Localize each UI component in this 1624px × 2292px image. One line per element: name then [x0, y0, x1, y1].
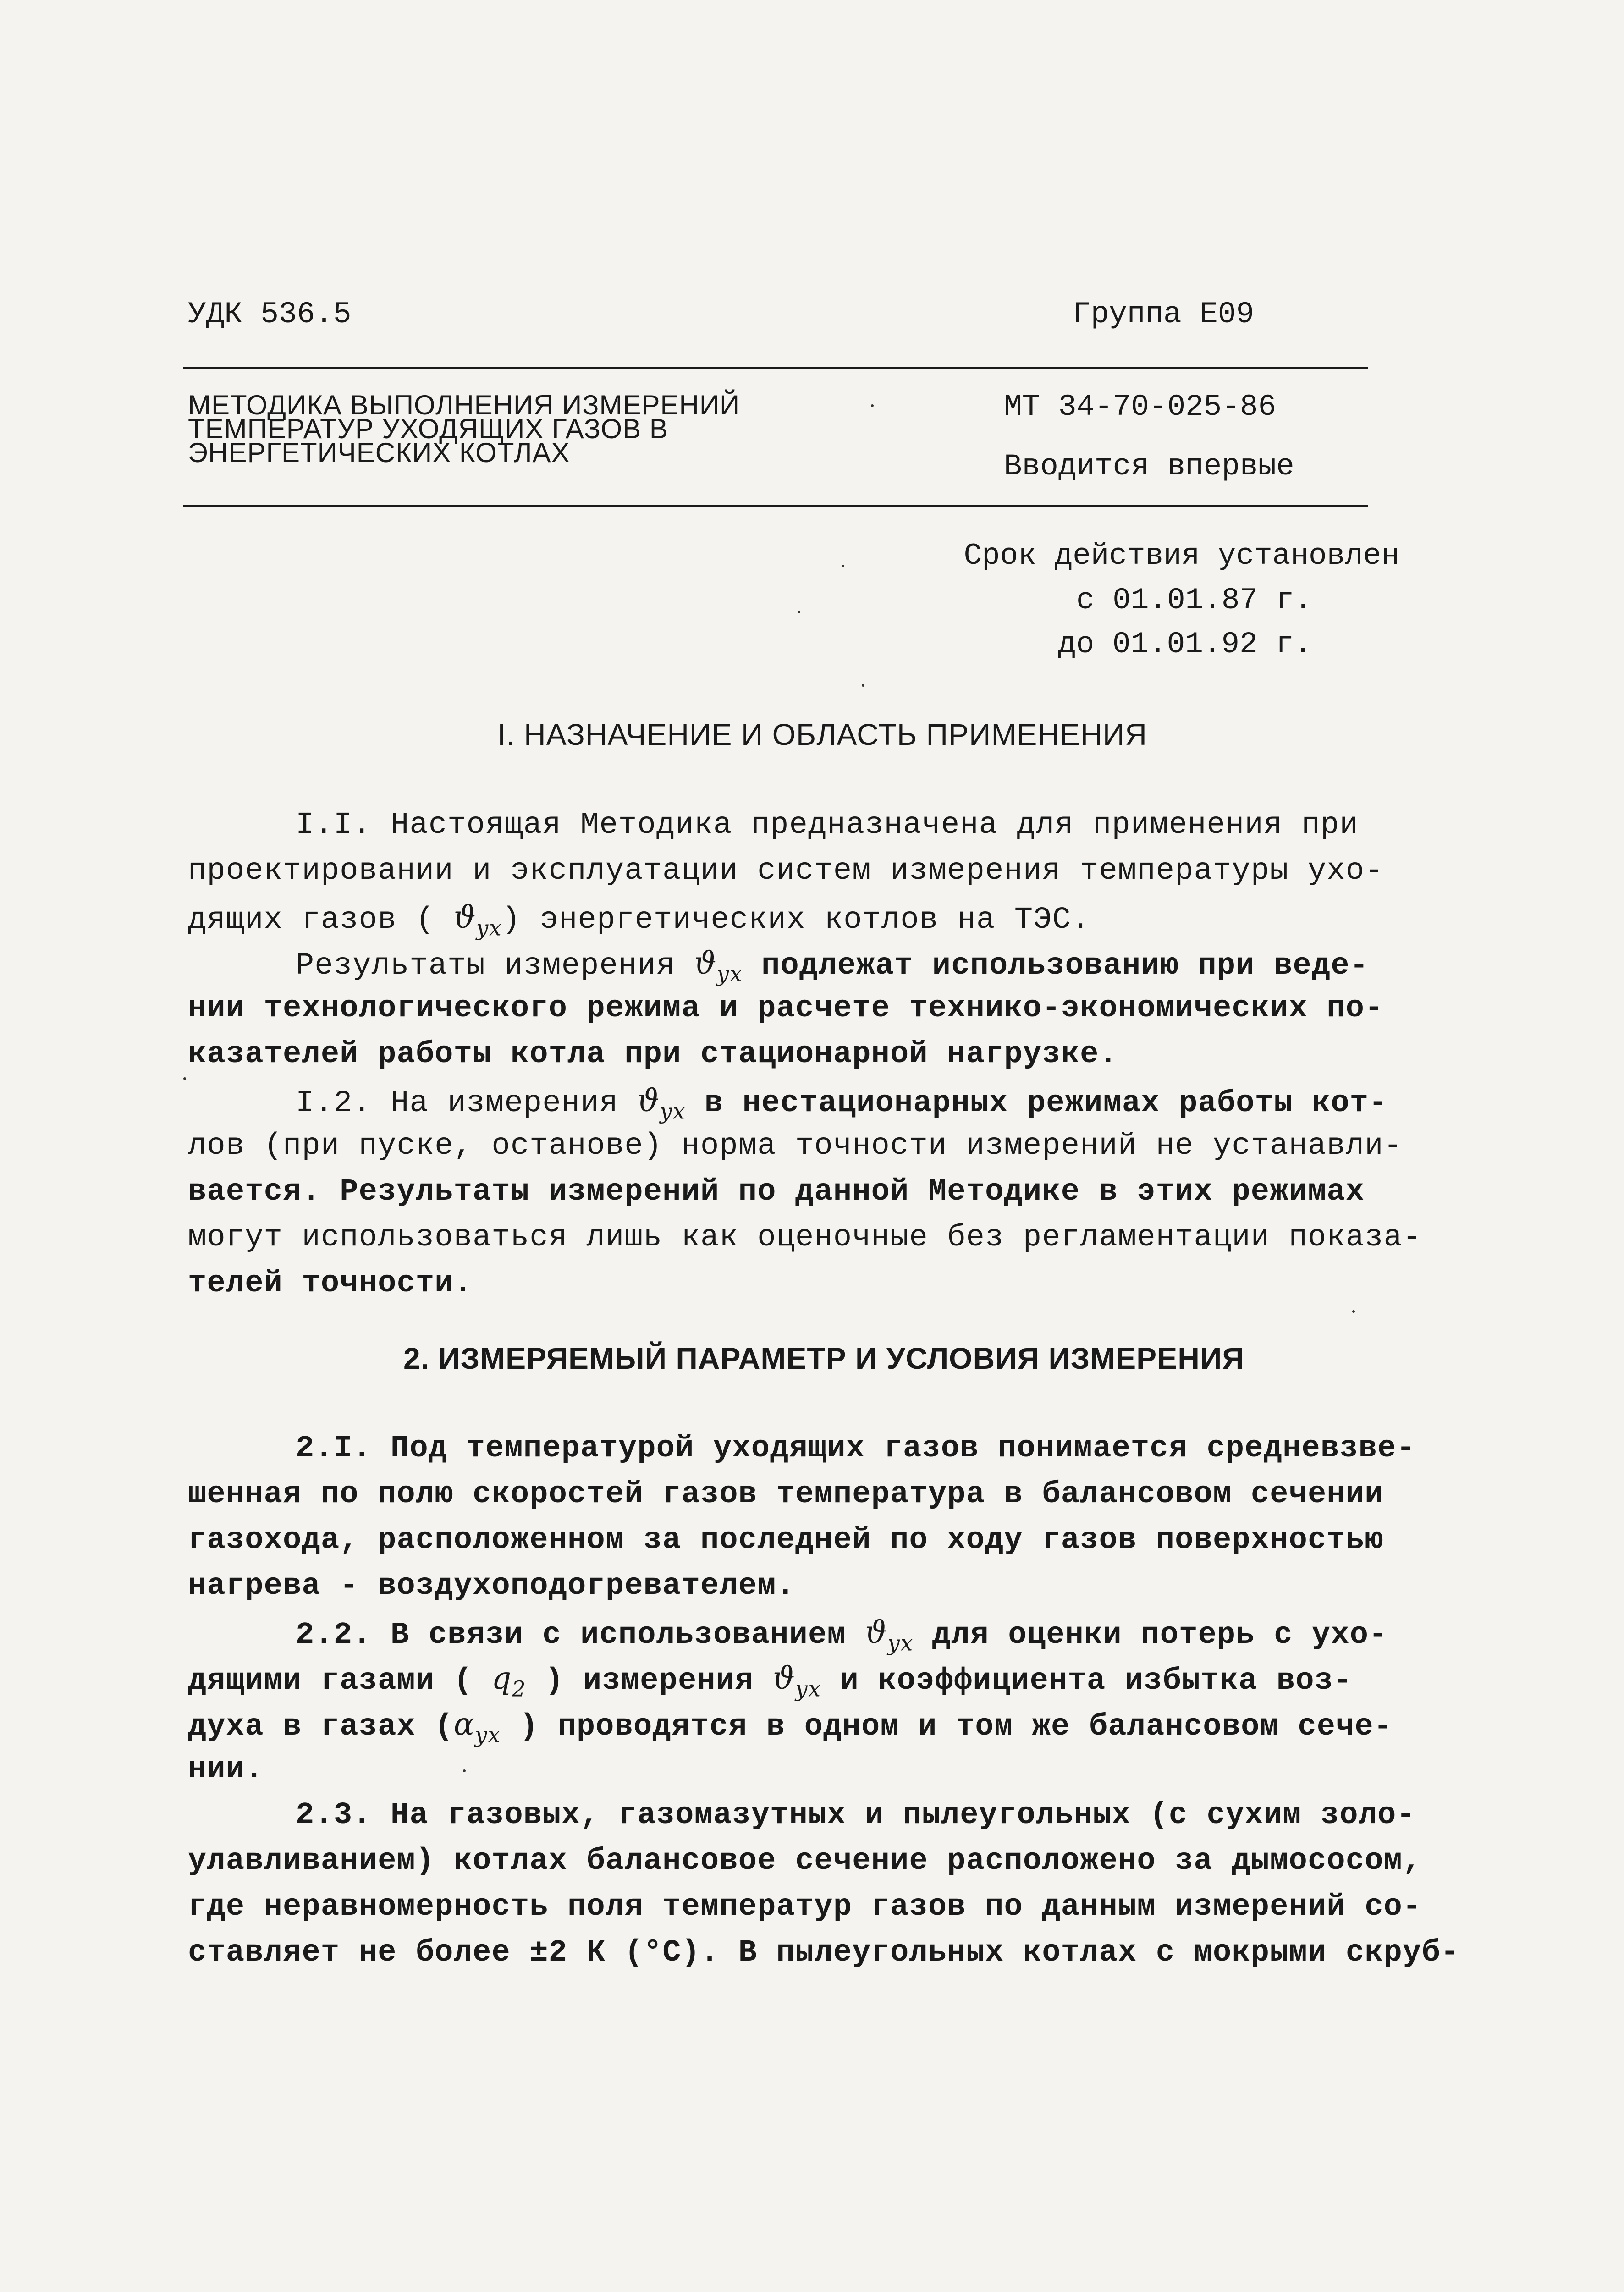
theta-yx-symbol	[453, 899, 502, 941]
scan-speck	[463, 1769, 466, 1772]
alpha-glyph: α	[453, 1706, 475, 1742]
title-line: МЕТОДИКА ВЫПОЛНЕНИЯ ИЗМЕРЕНИЙ	[188, 390, 740, 420]
p1-2-line2: лов (при пуске, останове) норма точности измерений не устанавли-	[188, 1129, 1403, 1163]
yx-subscript: ух	[476, 915, 502, 941]
document-status: Вводится впервые	[1004, 449, 1294, 484]
title-line: ЭНЕРГЕТИЧЕСКИХ КОТЛАХ	[188, 437, 570, 468]
validity-to: до 01.01.92 г.	[1058, 627, 1312, 661]
scan-speck	[1352, 1310, 1355, 1313]
p2-2-line1	[296, 1614, 1388, 1656]
text-fragment: Результаты измерения	[296, 948, 676, 983]
section-2-heading: 2. ИЗМЕРЯЕМЫЙ ПАРАМЕТР И УСЛОВИЯ ИЗМЕРЕНИЯ	[403, 1341, 1244, 1375]
text-fragment: ) измерения	[545, 1664, 754, 1698]
p2-3-line3: где неравномерность поля температур газов по данным измерений со-	[188, 1890, 1422, 1924]
p1-1b-line2: нии технологического режима и расчете технико-экономических по-	[188, 991, 1384, 1026]
p1-1b-line1	[296, 945, 1369, 986]
p2-2-line3	[188, 1706, 1393, 1747]
p2-1-line4: нагрева - воздухоподогревателем.	[188, 1569, 796, 1603]
validity-period: Срок действия установлен	[963, 539, 1399, 573]
p2-1-line2: шенная по полю скоростей газов температура в балансовом сечении	[188, 1477, 1384, 1512]
p1-2-line1	[296, 1083, 1388, 1124]
p2-2-line2	[188, 1660, 1353, 1702]
p2-1-line1: 2.I. Под температурой уходящих газов понимается средневзве-	[296, 1431, 1415, 1466]
p1-2-line4: могут использоваться лишь как оценочные без регламентации показа-	[188, 1220, 1422, 1255]
p2-3-line2: улавливанием) котлах балансовое сечение расположено за дымососом,	[188, 1844, 1422, 1879]
scan-speck	[871, 404, 874, 407]
text-fragment: ±2 К (°С). В пылеугольных котлах с мокрыми скруб-	[529, 1935, 1460, 1970]
theta-glyph: ϑ	[453, 899, 476, 935]
p2-1-line3: газохода, расположенном за последней по ходу газов поверхностью	[188, 1523, 1384, 1558]
p1-1-line2: проектировании и эксплуатации систем измерения температуры ухо-	[188, 854, 1384, 888]
theta-glyph: ϑ	[865, 1614, 888, 1650]
text-fragment: I.2. На измерения	[296, 1086, 618, 1121]
yx-subscript: ух	[795, 1676, 821, 1702]
yx-subscript: ух	[660, 1099, 686, 1124]
title-line: ТЕМПЕРАТУР УХОДЯЩИХ ГАЗОВ В	[188, 413, 668, 444]
q-glyph: q	[491, 1660, 512, 1696]
text-fragment: ) проводятся в одном и том же балансовом сече-	[519, 1709, 1393, 1744]
p2-2-line4: нии.	[188, 1752, 264, 1787]
text-fragment: дящими газами (	[188, 1664, 473, 1698]
p2-3-line1: 2.3. На газовых, газомазутных и пылеугольных (с сухим золо-	[296, 1798, 1415, 1833]
udk-code: УДК 536.5	[188, 297, 352, 331]
theta-yx-symbol	[773, 1660, 821, 1702]
q-subscript: 2	[512, 1676, 526, 1702]
yx-subscript: ух	[887, 1631, 914, 1656]
text-fragment: духа в газах (	[188, 1709, 454, 1744]
scan-speck	[183, 1077, 186, 1080]
theta-yx-symbol	[637, 1083, 686, 1124]
q2-symbol	[491, 1660, 526, 1702]
p1-1-line1: I.I. Настоящая Методика предназначена для применения при	[296, 808, 1359, 843]
theta-glyph: ϑ	[773, 1660, 796, 1696]
p1-1b-line3: казателей работы котла при стационарной нагрузке.	[188, 1037, 1118, 1072]
theta-glyph: ϑ	[637, 1083, 660, 1118]
document-number: МТ 34-70-025-86	[1004, 390, 1277, 424]
bottom-rule	[183, 505, 1368, 507]
yx-subscript: ух	[475, 1722, 501, 1748]
p1-2-line5: телей точности.	[188, 1266, 473, 1301]
validity-from: с 01.01.87 г.	[1076, 583, 1312, 617]
text-fragment: и коэффициента избытка воз-	[840, 1664, 1353, 1698]
text-fragment: 2.2. В связи с использованием	[296, 1618, 846, 1653]
text-fragment: для оценки потерь с ухо-	[932, 1618, 1388, 1653]
scan-speck	[798, 611, 800, 613]
text-fragment: ) энергетических котлов на ТЭС.	[501, 903, 1090, 937]
section-1-heading: I. НАЗНАЧЕНИЕ И ОБЛАСТЬ ПРИМЕНЕНИЯ	[497, 717, 1147, 751]
scan-speck	[842, 565, 844, 567]
yx-subscript: ух	[716, 961, 743, 987]
text-fragment: ставляет не более	[188, 1935, 511, 1970]
scan-speck	[862, 684, 864, 687]
text-fragment: подлежат использованию при веде-	[761, 948, 1369, 983]
p1-2-line3: вается. Результаты измерений по данной Методике в этих режимах	[188, 1174, 1365, 1209]
theta-yx-symbol	[694, 945, 743, 987]
p1-1-line3	[188, 899, 1090, 941]
group-code: Группа Е09	[1073, 297, 1255, 331]
alpha-yx-symbol	[453, 1706, 501, 1748]
document-title	[188, 390, 740, 468]
theta-yx-symbol	[865, 1614, 914, 1656]
theta-glyph: ϑ	[694, 945, 717, 981]
top-rule	[183, 367, 1368, 369]
p2-3-line4	[188, 1935, 1459, 1970]
text-fragment: дящих газов (	[188, 903, 435, 937]
text-fragment: в нестационарных режимах работы кот-	[704, 1086, 1388, 1121]
